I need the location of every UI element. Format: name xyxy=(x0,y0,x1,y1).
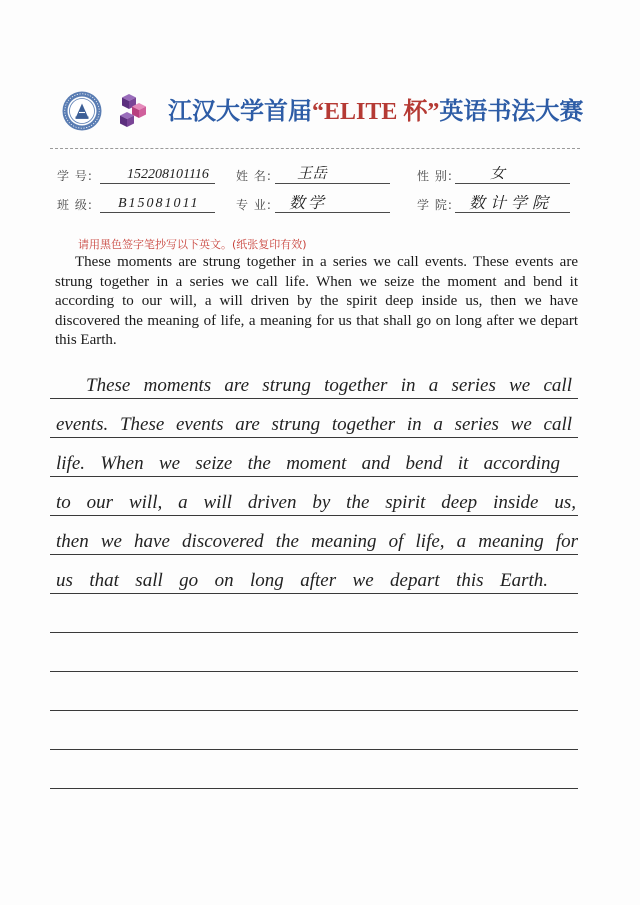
college-field: 数计学院 xyxy=(455,195,570,213)
passage-line: These moments are strung together in a series we call events. These events are xyxy=(75,254,578,270)
title-part-2: 英语书法大赛 xyxy=(439,97,584,125)
passage-line: this Earth. xyxy=(55,332,117,348)
class-label: 班 级: xyxy=(57,198,93,212)
handwritten-line: then we have discovered the meaning of life, a meaning for xyxy=(50,516,578,555)
major-label: 专 业: xyxy=(236,198,272,212)
gender-field: 女 xyxy=(455,166,570,184)
title-highlight: “ELITE 杯” xyxy=(312,99,440,125)
major-field: 数学 xyxy=(275,195,390,213)
title-part-1: 江汉大学首届 xyxy=(168,97,312,125)
empty-ruled-line xyxy=(50,633,578,672)
instruction-note: 请用黑色签字笔抄写以下英文。(纸张复印有效) xyxy=(78,238,307,251)
contest-title xyxy=(168,95,583,127)
handwritten-line: events. These events are strung together in a series we call xyxy=(50,399,578,438)
empty-ruled-line xyxy=(50,672,578,711)
empty-ruled-line xyxy=(50,750,578,789)
college-label: 学 院: xyxy=(417,198,453,212)
name-label: 姓 名: xyxy=(236,169,272,183)
student-id-field: 152208101116 xyxy=(100,166,215,184)
handwriting-area xyxy=(50,360,578,789)
dashed-divider xyxy=(50,148,580,149)
passage-line: according to our will, a will driven by the spirit deep inside us, then we have xyxy=(55,293,578,309)
empty-ruled-line xyxy=(50,594,578,633)
handwritten-line: life. When we seize the moment and bend it according xyxy=(50,438,578,477)
passage-line: discovered the meaning of life, a meaning for us that shall go on long after we depart xyxy=(55,312,578,329)
handwritten-line: These moments are strung together in a series we call xyxy=(50,360,578,399)
handwritten-line: us that sall go on long after we depart this Earth. xyxy=(50,555,578,594)
empty-ruled-line xyxy=(50,711,578,750)
printed-passage xyxy=(55,253,578,351)
student-id-label: 学 号: xyxy=(57,169,93,183)
contest-cube-logo-icon xyxy=(117,92,153,130)
class-field: B15081011 xyxy=(100,195,215,213)
passage-line: strung together in a series we call life. When we seize the moment and bend it xyxy=(55,273,578,290)
handwritten-line: to our will, a will driven by the spirit deep inside us, xyxy=(50,477,578,516)
name-field: 王岳 xyxy=(275,166,390,184)
university-seal-icon xyxy=(61,90,103,132)
gender-label: 性 别: xyxy=(417,169,453,183)
